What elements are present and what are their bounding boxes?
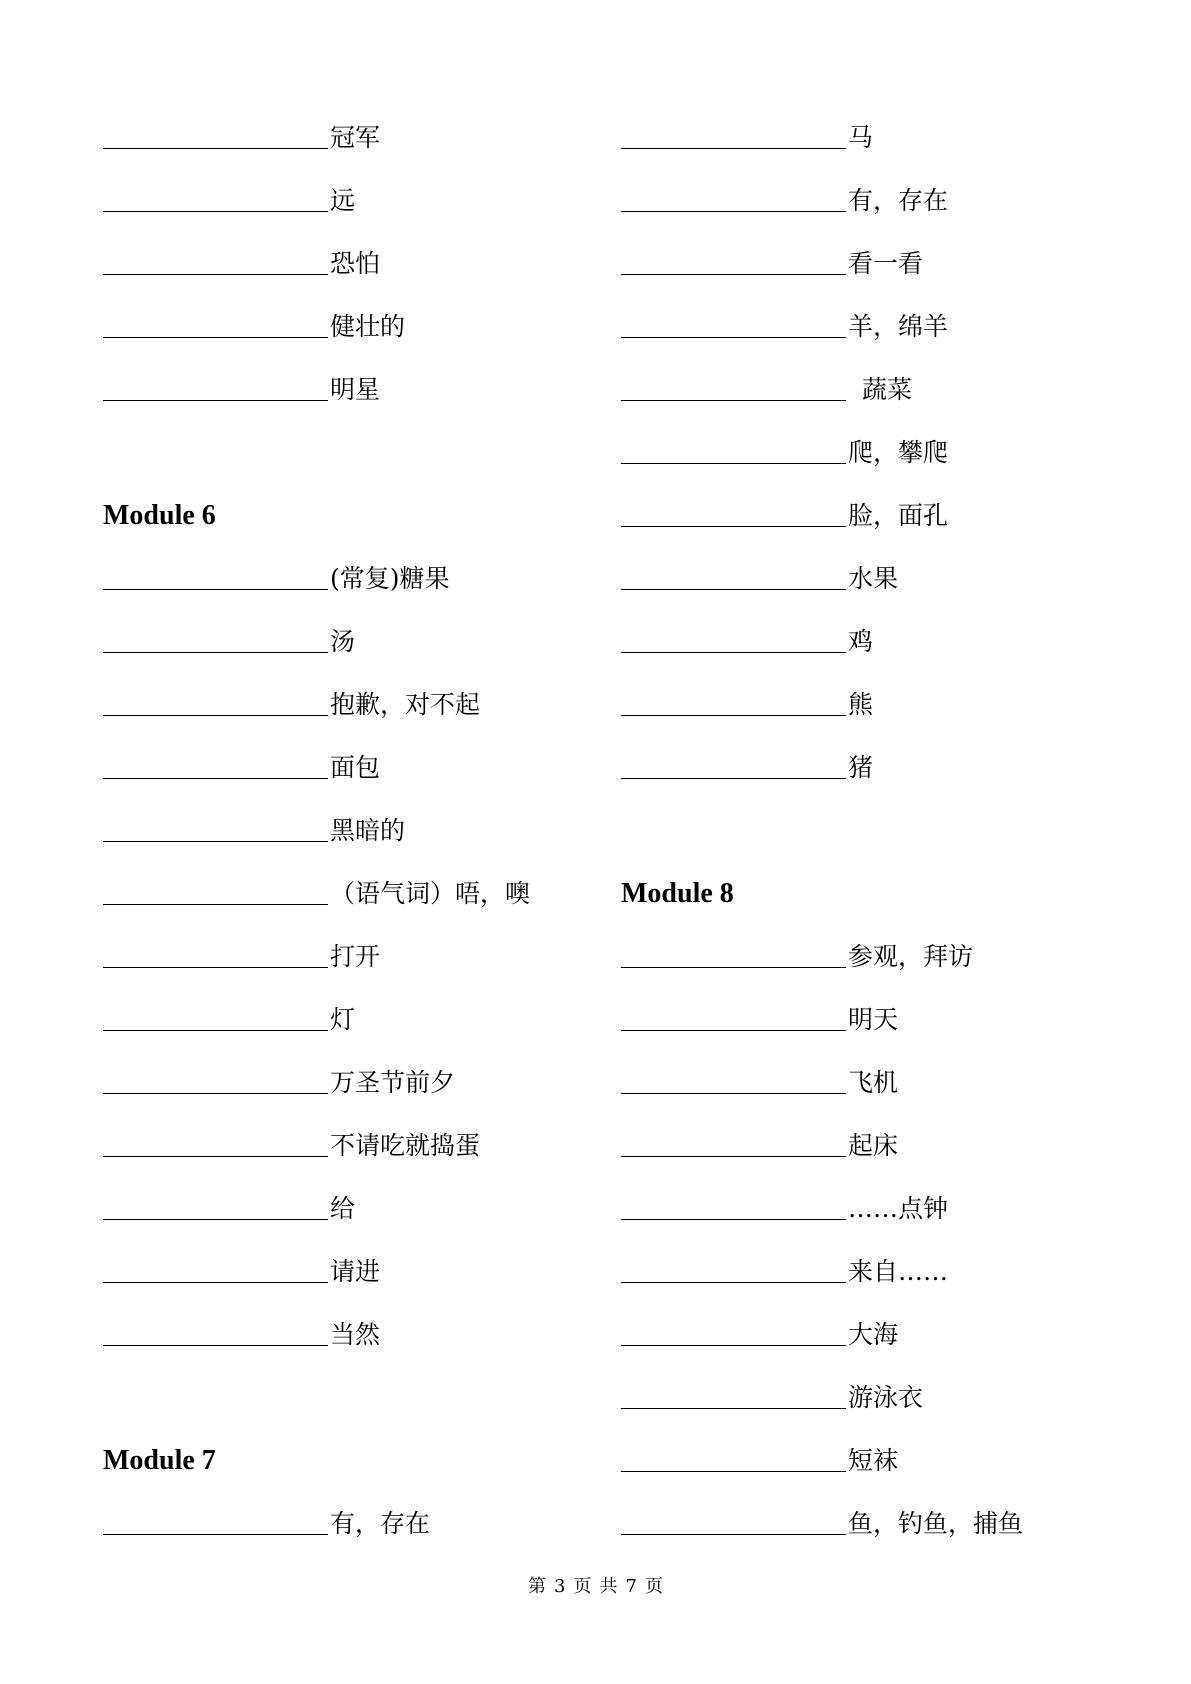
answer-blank[interactable] xyxy=(621,329,846,338)
meaning: 脸，面孔 xyxy=(848,501,949,530)
meaning: (常复)糖果 xyxy=(330,564,450,593)
answer-blank[interactable] xyxy=(103,959,328,968)
vocab-item xyxy=(621,1252,948,1292)
meaning: 汤 xyxy=(330,627,356,656)
meaning: （语气词）唔，噢 xyxy=(330,879,531,908)
meaning: 给 xyxy=(330,1194,356,1223)
answer-blank[interactable] xyxy=(621,1085,846,1094)
vocab-item xyxy=(103,307,405,347)
vocab-item xyxy=(103,244,380,284)
answer-blank[interactable] xyxy=(103,140,328,149)
answer-blank[interactable] xyxy=(621,140,846,149)
footer-word: 页 xyxy=(644,1576,663,1597)
answer-blank[interactable] xyxy=(103,329,328,338)
answer-blank[interactable] xyxy=(103,1148,328,1157)
vocab-item xyxy=(103,370,380,410)
answer-blank[interactable] xyxy=(621,1400,846,1409)
answer-blank[interactable] xyxy=(621,392,846,401)
meaning: 明星 xyxy=(330,375,381,404)
vocab-item xyxy=(103,937,380,977)
meaning: 看一看 xyxy=(848,249,924,278)
meaning: 熊 xyxy=(848,690,874,719)
meaning: 来自…… xyxy=(848,1257,949,1286)
vocab-item xyxy=(621,1315,898,1355)
meaning: 爬，攀爬 xyxy=(848,438,949,467)
vocab-item xyxy=(103,811,405,851)
vocab-item xyxy=(103,1000,355,1040)
meaning: 有，存在 xyxy=(848,186,949,215)
vocab-item xyxy=(621,1504,1023,1544)
answer-blank[interactable] xyxy=(103,1274,328,1283)
answer-blank[interactable] xyxy=(103,1022,328,1031)
vocab-item xyxy=(103,1063,455,1103)
answer-blank[interactable] xyxy=(621,1274,846,1283)
vocab-item xyxy=(103,748,380,788)
vocab-item xyxy=(103,622,355,662)
vocab-item xyxy=(621,307,948,347)
meaning: 面包 xyxy=(330,753,381,782)
vocab-item xyxy=(621,1063,898,1103)
meaning: 猪 xyxy=(848,753,874,782)
answer-blank[interactable] xyxy=(103,392,328,401)
answer-blank[interactable] xyxy=(103,644,328,653)
meaning: 健壮的 xyxy=(330,312,406,341)
answer-blank[interactable] xyxy=(621,1148,846,1157)
meaning: 马 xyxy=(848,123,874,152)
answer-blank[interactable] xyxy=(621,581,846,590)
vocab-item xyxy=(103,874,530,914)
vocab-item xyxy=(621,1126,898,1166)
vocab-item xyxy=(621,1189,948,1229)
meaning: 鱼，钓鱼，捕鱼 xyxy=(848,1509,1024,1538)
meaning: 起床 xyxy=(848,1131,899,1160)
vocab-item xyxy=(103,1315,380,1355)
answer-blank[interactable] xyxy=(621,455,846,464)
answer-blank[interactable] xyxy=(621,1463,846,1472)
answer-blank[interactable] xyxy=(103,581,328,590)
answer-blank[interactable] xyxy=(103,833,328,842)
meaning: 抱歉，对不起 xyxy=(330,690,481,719)
meaning: 有，存在 xyxy=(330,1509,431,1538)
meaning: 黑暗的 xyxy=(330,816,406,845)
vocab-item xyxy=(621,370,912,410)
answer-blank[interactable] xyxy=(621,1337,846,1346)
answer-blank[interactable] xyxy=(621,1526,846,1535)
footer-word: 页 xyxy=(573,1576,592,1597)
meaning: 灯 xyxy=(330,1005,356,1034)
current-page-number: 3 xyxy=(554,1576,566,1597)
vocab-item xyxy=(103,1126,480,1166)
answer-blank[interactable] xyxy=(103,1211,328,1220)
vocab-item xyxy=(103,1189,355,1229)
vocab-item xyxy=(621,685,873,725)
meaning: 明天 xyxy=(848,1005,899,1034)
meaning: 蔬菜 xyxy=(862,375,913,404)
vocab-item xyxy=(103,1504,430,1544)
vocab-item xyxy=(621,496,948,536)
answer-blank[interactable] xyxy=(621,707,846,716)
vocab-item xyxy=(103,559,450,599)
answer-blank[interactable] xyxy=(103,1526,328,1535)
vocab-item xyxy=(103,181,355,221)
answer-blank[interactable] xyxy=(103,266,328,275)
answer-blank[interactable] xyxy=(103,896,328,905)
vocab-item xyxy=(621,433,948,473)
meaning: 冠军 xyxy=(330,123,381,152)
answer-blank[interactable] xyxy=(621,959,846,968)
vocab-item xyxy=(621,1000,898,1040)
page-footer xyxy=(0,1572,1191,1598)
answer-blank[interactable] xyxy=(621,518,846,527)
meaning: 鸡 xyxy=(848,627,874,656)
answer-blank[interactable] xyxy=(621,266,846,275)
answer-blank[interactable] xyxy=(103,770,328,779)
meaning: ……点钟 xyxy=(848,1194,949,1223)
total-page-count: 7 xyxy=(625,1576,637,1597)
answer-blank[interactable] xyxy=(103,1085,328,1094)
vocab-item xyxy=(103,685,480,725)
meaning: 羊，绵羊 xyxy=(848,312,949,341)
answer-blank[interactable] xyxy=(621,770,846,779)
answer-blank[interactable] xyxy=(103,203,328,212)
vocab-item xyxy=(621,937,973,977)
meaning: 短袜 xyxy=(848,1446,899,1475)
vocab-item xyxy=(621,118,873,158)
meaning: 恐怕 xyxy=(330,249,381,278)
meaning: 万圣节前夕 xyxy=(330,1068,456,1097)
module-6-heading: Module 6 xyxy=(103,500,216,531)
vocab-item xyxy=(621,622,873,662)
vocab-item xyxy=(621,559,898,599)
answer-blank[interactable] xyxy=(103,707,328,716)
footer-word: 共 xyxy=(599,1576,618,1597)
meaning: 远 xyxy=(330,186,356,215)
vocab-item xyxy=(621,1441,898,1481)
meaning: 参观，拜访 xyxy=(848,942,974,971)
answer-blank[interactable] xyxy=(621,1022,846,1031)
answer-blank[interactable] xyxy=(621,644,846,653)
vocab-item xyxy=(621,244,923,284)
meaning: 不请吃就捣蛋 xyxy=(330,1131,481,1160)
answer-blank[interactable] xyxy=(103,1337,328,1346)
answer-blank[interactable] xyxy=(621,203,846,212)
vocab-item xyxy=(621,181,948,221)
footer-word: 第 xyxy=(528,1576,547,1597)
module-8-heading: Module 8 xyxy=(621,878,734,909)
answer-blank[interactable] xyxy=(621,1211,846,1220)
vocab-item xyxy=(621,1378,923,1418)
meaning: 水果 xyxy=(848,564,899,593)
vocab-item xyxy=(621,748,873,788)
meaning: 游泳衣 xyxy=(848,1383,924,1412)
vocab-item xyxy=(103,1252,380,1292)
meaning: 大海 xyxy=(848,1320,899,1349)
module-7-heading: Module 7 xyxy=(103,1445,216,1476)
meaning: 请进 xyxy=(330,1257,381,1286)
meaning: 飞机 xyxy=(848,1068,899,1097)
vocab-item xyxy=(103,118,380,158)
meaning: 打开 xyxy=(330,942,381,971)
meaning: 当然 xyxy=(330,1320,381,1349)
